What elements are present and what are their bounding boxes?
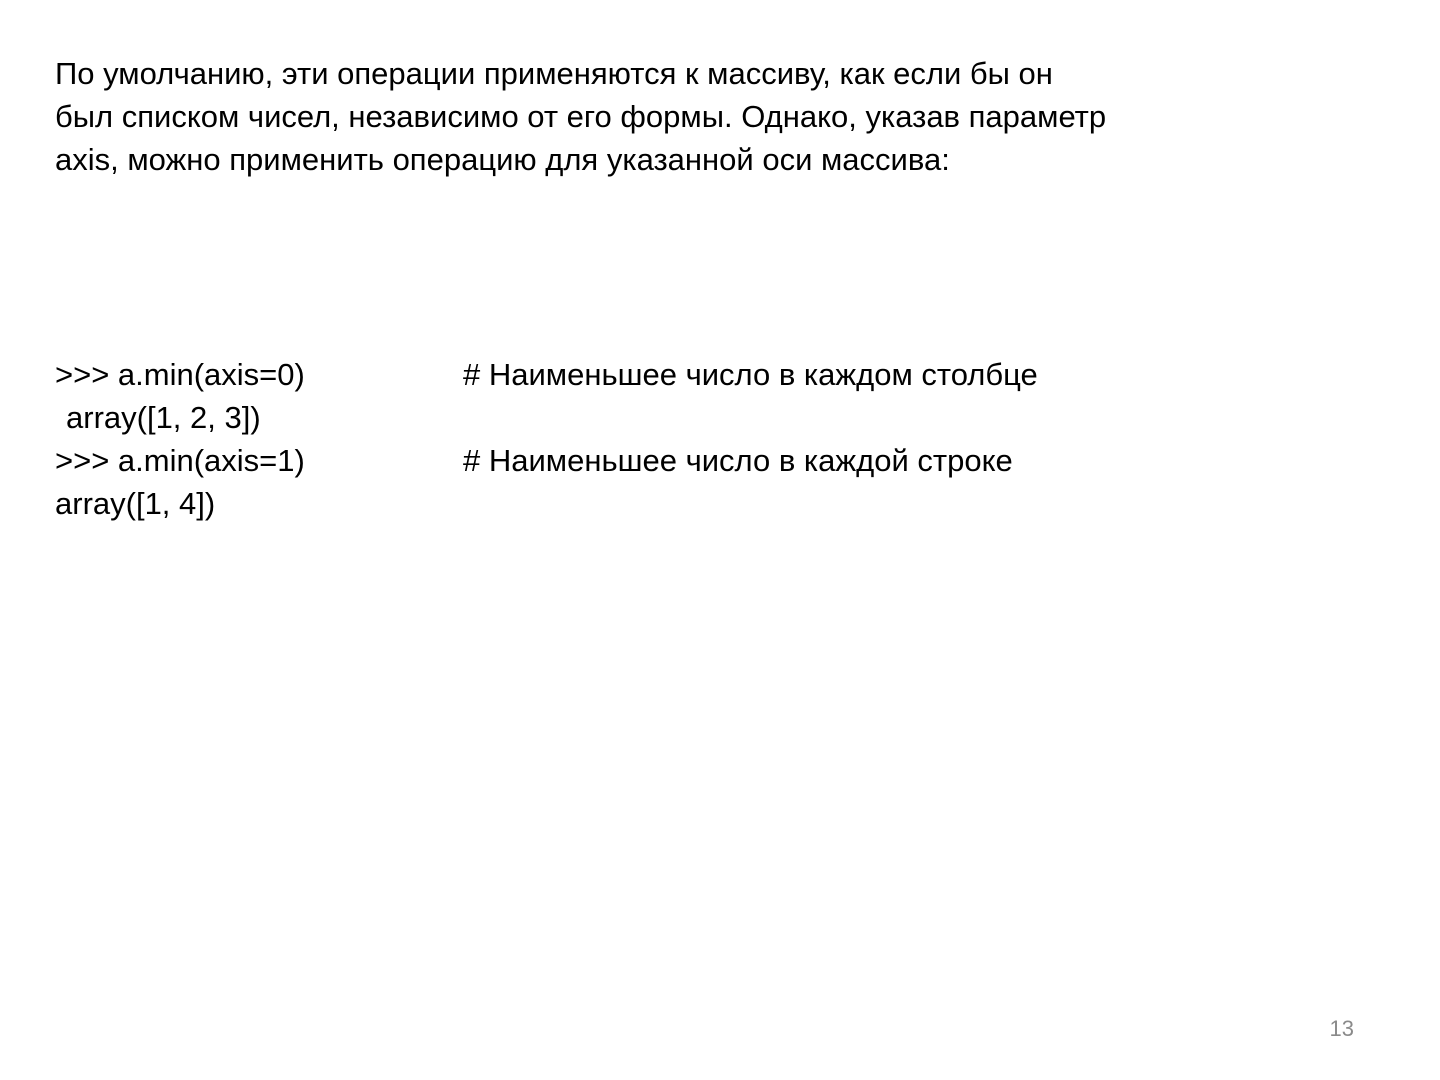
code-line [55,439,1385,482]
code-command: >>> a.min(axis=1) [55,443,305,478]
code-output: array([1, 4]) [55,486,216,521]
code-line [55,482,1385,525]
code-output: array([1, 2, 3]) [66,400,261,435]
code-command: >>> a.min(axis=0) [55,357,305,392]
page-number: 13 [1329,1016,1354,1041]
intro-line: был списком чисел, независимо от его формы. Однако, указав параметр [55,99,1107,134]
code-comment: # Наименьшее число в каждом столбце [463,357,1038,392]
intro-line: По умолчанию, эти операции применяются к массиву, как если бы он [55,56,1053,91]
code-comment: # Наименьшее число в каждой строке [463,443,1013,478]
intro-line: axis, можно применить операцию для указанной оси массива: [55,142,950,177]
code-block [55,353,1385,525]
code-line [55,396,1385,439]
code-line [55,353,1385,396]
intro-paragraph [55,52,1385,181]
